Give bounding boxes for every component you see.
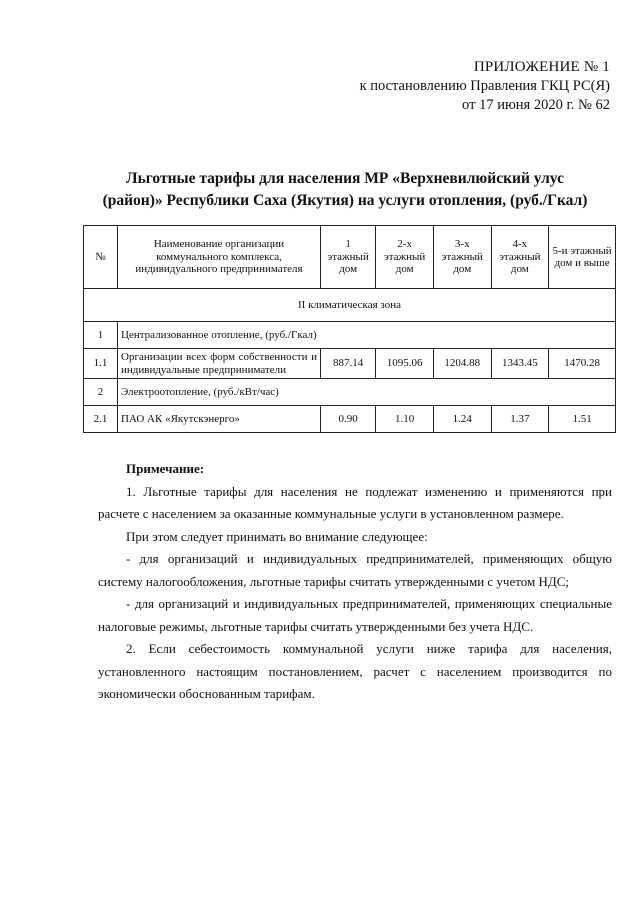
document-title: [95, 168, 595, 212]
note-paragraph-4: - для организаций и индивидуальных предпринимателей, применяющих специальные налоговые режимы, льготные тарифы считать утвержденными без учета НДС.: [98, 596, 612, 634]
row-1-1-value-5: 1470.28: [549, 349, 616, 379]
row-1-1-value-2: 1095.06: [376, 349, 434, 379]
tariff-table: [83, 225, 616, 433]
section-1-label: Централизованное отопление, (руб./Гкал): [118, 322, 616, 349]
row-1-1-num: 1.1: [84, 349, 118, 379]
header-name: Наименование организации коммунального комплекса, индивидуального предпринимателя: [118, 226, 321, 289]
appendix-header: [360, 58, 610, 115]
row-2-1-num: 2.1: [84, 406, 118, 433]
header-5-floor: 5-и этажный дом и выше: [549, 226, 616, 289]
row-1-1-value-3: 1204.88: [433, 349, 491, 379]
row-2-1-value-2: 1.10: [376, 406, 434, 433]
notes-section: [98, 458, 612, 706]
appendix-date: от 17 июня 2020 г. № 62: [462, 97, 610, 113]
table-row: [84, 322, 616, 349]
note-paragraph-5: 2. Если себестоимость коммунальной услуги ниже тарифа для населения, установленного настоящим постановлением, расчет с населением производится по экономически обоснованным тарифам.: [98, 641, 612, 701]
row-2-1-value-1: 0.90: [321, 406, 376, 433]
table-row: [84, 379, 616, 406]
zone-row: [84, 289, 616, 322]
row-1-1-value-4: 1343.45: [491, 349, 549, 379]
row-2-1-value-4: 1.37: [491, 406, 549, 433]
note-paragraph-1: 1. Льготные тарифы для населения не подлежат изменению и применяются при расчете с населением за оказанные коммунальные услуги в установленном размере.: [98, 483, 612, 521]
section-2-label: Электроотопление, (руб./кВт/час): [118, 379, 616, 406]
notes-heading: Примечание:: [126, 461, 205, 476]
header-num: №: [84, 226, 118, 289]
row-2-1-value-3: 1.24: [433, 406, 491, 433]
climate-zone: II климатическая зона: [84, 289, 616, 322]
title-line-2: (район)» Республики Саха (Якутия) на услуги отопления, (руб./Гкал): [102, 192, 588, 209]
table-header-row: [84, 226, 616, 289]
note-paragraph-2: При этом следует принимать во внимание следующее:: [126, 528, 428, 544]
row-1-1-value-1: 887.14: [321, 349, 376, 379]
appendix-reference: к постановлению Правления ГКЦ РС(Я): [359, 78, 610, 94]
header-2-floor: 2-х этажный дом: [376, 226, 434, 289]
header-4-floor: 4-х этажный дом: [491, 226, 549, 289]
section-2-num: 2: [84, 379, 118, 406]
header-3-floor: 3-х этажный дом: [433, 226, 491, 289]
row-2-1-name: ПАО АК «Якутскэнерго»: [118, 406, 321, 433]
note-paragraph-3: - для организаций и индивидуальных предпринимателей, применяющих общую систему налогообложения, льготные тарифы считать утвержденными с учетом НДС;: [98, 551, 612, 589]
row-1-1-name: Организации всех форм собственности и индивидуальные предприниматели: [118, 349, 321, 379]
row-2-1-value-5: 1.51: [549, 406, 616, 433]
title-line-1: Льготные тарифы для населения МР «Верхневилюйский улус: [126, 170, 564, 187]
table-row: [84, 349, 616, 379]
appendix-number: ПРИЛОЖЕНИЕ № 1: [473, 59, 610, 75]
section-1-num: 1: [84, 322, 118, 349]
table-row: [84, 406, 616, 433]
header-1-floor: 1 этажный дом: [321, 226, 376, 289]
